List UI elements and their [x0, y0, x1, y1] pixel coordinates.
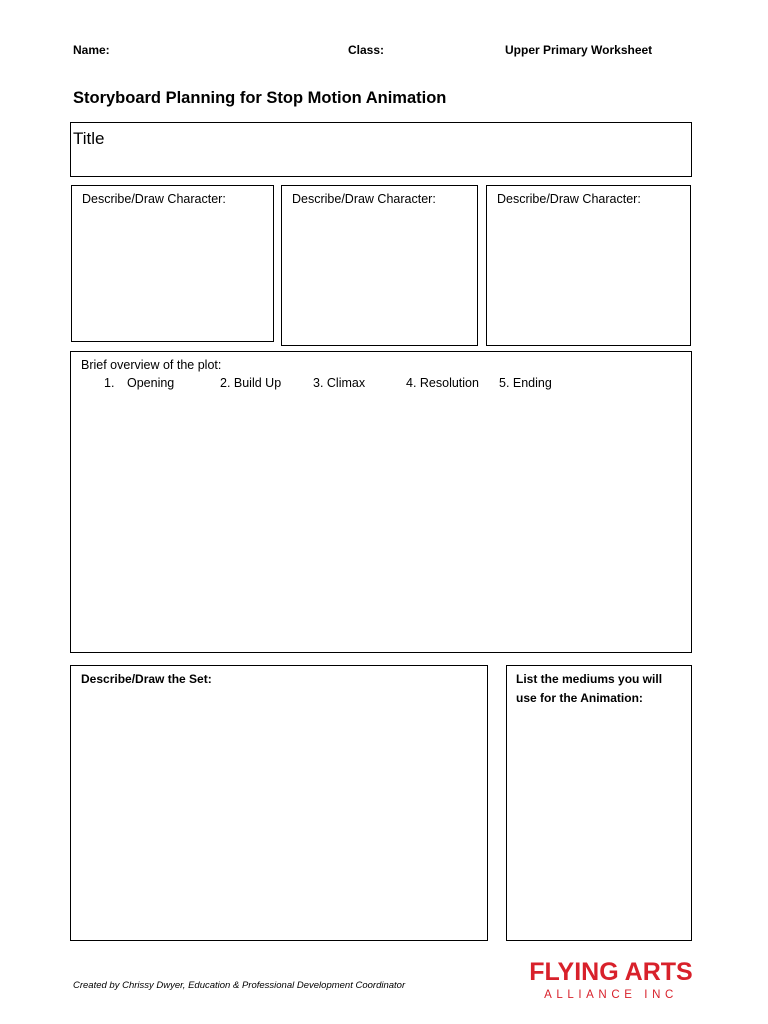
title-label: Title	[73, 129, 105, 148]
plot-step-opening: Opening	[127, 376, 175, 390]
plot-step-build-up: 2. Build Up	[220, 376, 282, 390]
set-label: Describe/Draw the Set:	[81, 672, 212, 686]
character-label-3: Describe/Draw Character:	[497, 192, 641, 206]
plot-step-resolution: 4. Resolution	[406, 376, 479, 390]
footer-credit: Created by Chrissy Dwyer, Education & Professional Development Coordinator	[73, 980, 406, 991]
mediums-label: List the mediums you will use for the Animation:	[516, 672, 663, 705]
logo-main-text: FLYING ARTS	[529, 958, 693, 986]
character-label-1: Describe/Draw Character:	[82, 192, 226, 206]
character-box-1[interactable]	[71, 185, 274, 342]
set-box[interactable]	[70, 665, 488, 941]
mediums-box[interactable]	[506, 665, 692, 941]
page-title: Storyboard Planning for Stop Motion Animation	[73, 89, 447, 107]
class-label: Class:	[348, 43, 385, 57]
plot-label: Brief overview of the plot:	[81, 358, 222, 372]
character-box-3[interactable]	[486, 185, 691, 346]
logo-sub-text: ALLIANCE INC	[544, 989, 678, 1001]
character-box-2[interactable]	[281, 185, 478, 346]
name-label: Name:	[73, 43, 110, 57]
plot-step-number-1: 1.	[104, 376, 115, 390]
plot-step-climax: 3. Climax	[313, 376, 366, 390]
plot-box[interactable]	[70, 351, 692, 653]
plot-step-ending: 5. Ending	[499, 376, 552, 390]
title-box[interactable]	[70, 122, 692, 177]
worksheet-label: Upper Primary Worksheet	[505, 43, 653, 57]
character-label-2: Describe/Draw Character:	[292, 192, 436, 206]
